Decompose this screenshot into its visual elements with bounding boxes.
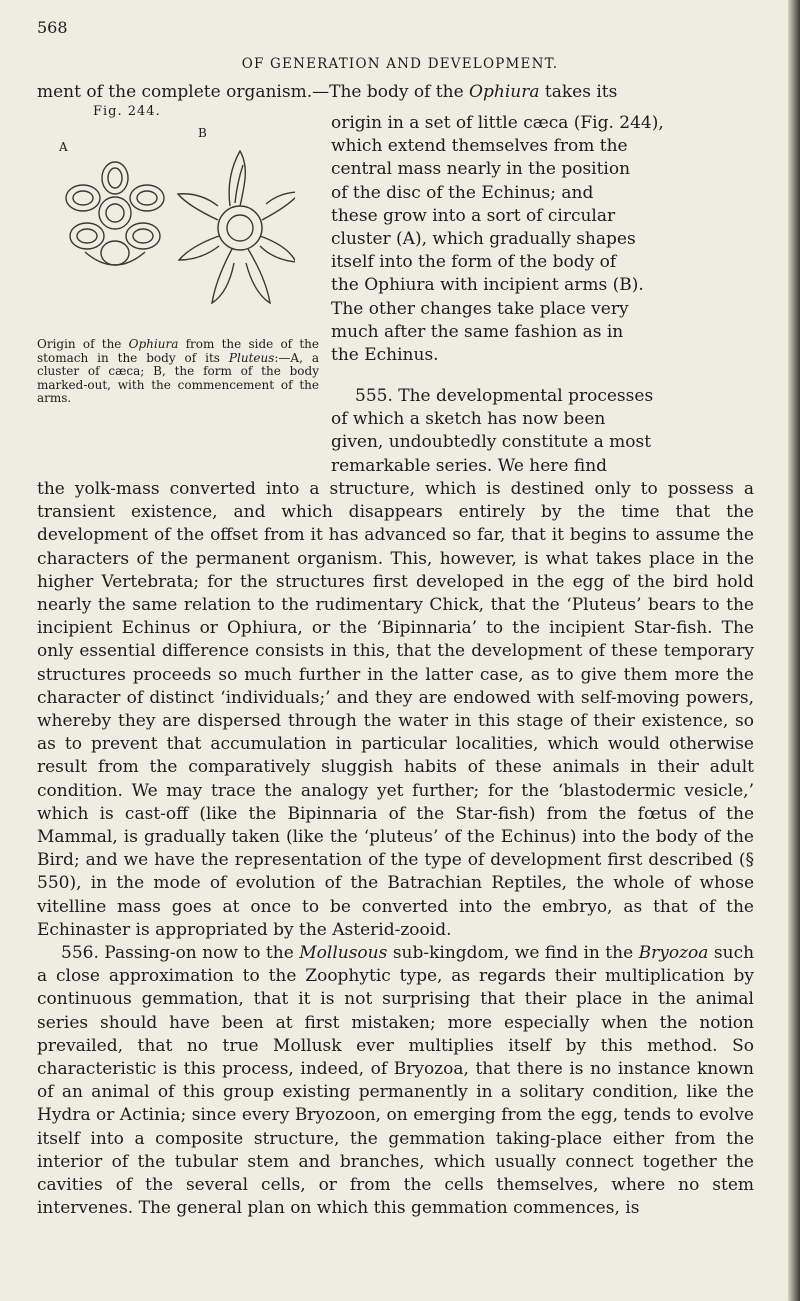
para555-line: remarkable series. We here find <box>331 455 608 476</box>
figure-letter-a: A <box>59 140 68 154</box>
caption-italic-1: Ophiura <box>128 337 179 351</box>
caption-italic-2: Pluteus <box>228 350 275 365</box>
opening-line-text: ment of the complete organism.—The body of the <box>37 82 464 102</box>
paragraph-555-rest: the yolk-mass converted into a structure, which is destined only to possess a transient existence, and which disappears entirely by the time that the development of the offset from it has advanced so far, that it begins to assume the characters of the permanent organism. This, however, is what takes place in the higher Vertebrata; for the structures first developed in the egg of the bird hold nearly the same relation to the rudimentary Chick, that the ‘Pluteus’ bears to the incipient Echinus or Ophiura, or the ‘Bipinnaria’ to the incipient Star-fish. The only essential difference consists in this, that the development of these temporary structures proceeds so much further in the latter case, as to give them more the character of distinct ‘individuals;’ and they are endowed with self-moving powers, whereby they are dispersed through the water in this stage of their existence, so as to prevent that accumulation in particular localities, which would otherwise result from the comparatively sluggish habits of these animals in their adult condition. We may trace the analogy yet further; for the ‘blastodermic vesicle,’ which is cast-off (like the Bipinnaria of the Star-fish) from the fœtus of the Mammal, is gradually taken (like the ‘pluteus’ of the Echinus) into the body of the Bird; and we have the representation of the type of development first described (§ 550), in the mode of evolution of the Batrachian Reptiles, the whole of whose vitelline mass goes at once to be converted into the embryo, as that of the Echinaster is appropriated by the Asterid-zooid. <box>37 479 754 940</box>
paragraph-555-start <box>331 385 754 478</box>
figure-label: Fig. 244. <box>93 104 161 119</box>
opening-line-species: Ophiura <box>469 82 540 102</box>
para556-mid: sub-kingdom, we find in the <box>392 943 634 964</box>
para556-start: 556. Passing-on now to the <box>61 943 294 964</box>
caption-part-1: Origin of the <box>37 337 122 351</box>
right-column-text <box>331 112 754 367</box>
para556-italic-1: Mollusous <box>299 943 388 964</box>
page-edge-shadow <box>788 0 800 1301</box>
cluster-a-drawing <box>66 162 164 265</box>
main-body-text <box>37 478 754 1221</box>
right-col-line: central mass nearly in the position <box>331 159 631 180</box>
para556-italic-2: Bryozoa <box>638 943 709 964</box>
ophiura-illustration <box>55 128 295 323</box>
right-col-line: these grow into a sort of circular <box>331 205 616 226</box>
opening-line-end: takes its <box>544 82 618 102</box>
right-col-line: cluster (A), which gradually shapes <box>331 229 636 250</box>
right-col-line: origin in a set of little cæca (Fig. 244), <box>331 113 664 133</box>
para555-line: 555. The developmental processes <box>355 386 654 406</box>
figure-letter-b: B <box>198 126 207 140</box>
figure-244 <box>55 128 295 323</box>
opening-line <box>37 82 617 102</box>
para555-line: of which a sketch has now been <box>331 409 606 430</box>
right-col-line: which extend themselves from the <box>331 136 628 157</box>
figure-caption <box>37 338 319 406</box>
form-b-drawing <box>178 151 295 303</box>
paragraph-556 <box>37 942 754 1220</box>
right-col-line: the Echinus. <box>331 345 439 366</box>
para555-line: given, undoubtedly constitute a most <box>331 432 652 453</box>
right-col-line: the Ophiura with incipient arms (B). <box>331 275 644 296</box>
caption-part-2: from the side of the stomach in the body of its <box>37 337 319 365</box>
caption-part-3: :—A, a cluster of cæca; B, the form of the body marked-out, with the commencement of the arms. <box>37 350 319 405</box>
page-number: 568 <box>37 18 68 37</box>
right-col-line: of the disc of the Echinus; and <box>331 182 594 203</box>
right-col-line: The other changes take place very <box>331 298 629 319</box>
right-col-line: itself into the form of the body of <box>331 252 617 273</box>
running-head: OF GENERATION AND DEVELOPMENT. <box>241 56 559 72</box>
right-col-line: much after the same fashion as in <box>331 321 624 342</box>
para556-rest: such a close approximation to the Zoophytic type, as regards their multiplication by continuous gemmation, that it is not surprising that their place in the animal series should have been at first mistaken; more especially when the notion prevailed, that no true Mollusk ever multiplies itself by this method. So characteristic is this process, indeed, of Bryozoa, that there is no instance known of an animal of this group existing permanently in a solitary condition, like the Hydra or Actinia; since every Bryozoon, on emerging from the egg, tends to evolve itself into a composite structure, the gemmation taking-place either from the interior of the tubular stem and branches, which usually connect together the cavities of the several cells, or from the cells themselves, where no stem intervenes. The general plan on which this gemmation commences, is <box>37 943 755 1219</box>
